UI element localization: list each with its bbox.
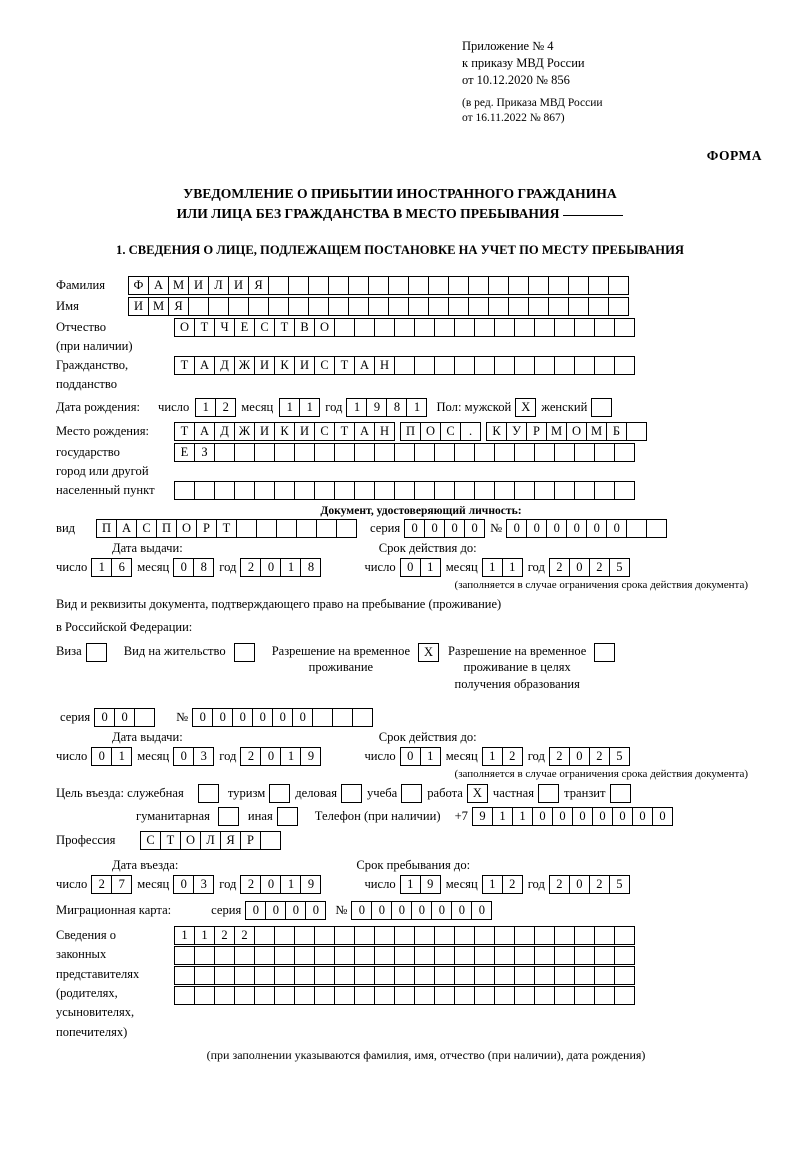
header-line-1: Приложение № 4 [462, 39, 554, 53]
birth-state-label: государство [56, 445, 120, 459]
doc-issue-month-input[interactable]: 0 8 [173, 558, 213, 577]
title-blank-line [563, 215, 623, 216]
permit-issue-year-input[interactable]: 2 0 1 9 [240, 747, 320, 766]
birth-settlement-label: населенный пункт [56, 483, 155, 497]
stay-day-input[interactable]: 1 9 [400, 875, 440, 894]
permit-issue-date-label: Дата выдачи: [112, 729, 183, 744]
purpose-study-label: учеба [367, 785, 398, 800]
page-title [0, 184, 800, 225]
residence-permit-label: Вид на жительство [123, 644, 226, 658]
birth-city-input-line2[interactable]: Е З [174, 443, 634, 462]
birth-year-label: год [325, 400, 343, 414]
row-permit-dates [56, 747, 756, 766]
legal-reps-label-1: Сведения о [56, 927, 116, 942]
legal-reps-input-row-2[interactable] [174, 946, 634, 965]
permit-valid-day-input[interactable]: 0 1 [400, 747, 440, 766]
section-1-heading: 1. СВЕДЕНИЯ О ЛИЦЕ, ПОДЛЕЖАЩЕМ ПОСТАНОВКЕ НА УЧЕТ ПО МЕСТУ ПРЕБЫВАНИЯ [116, 243, 684, 257]
edu-residence-checkbox[interactable] [594, 643, 614, 662]
row-entry-dates-labels [56, 858, 756, 873]
birth-year-input[interactable]: 1 9 8 1 [346, 398, 426, 417]
phone-input[interactable]: 9 1 1 0 0 0 0 0 0 0 [472, 807, 672, 826]
permit-valid-month-label: месяц [445, 748, 478, 763]
doc-series-label: серия [370, 521, 401, 535]
stay-until-label: Срок пребывания до: [356, 857, 471, 872]
row-profession [56, 831, 756, 850]
doc-valid-month-label: месяц [445, 560, 478, 574]
purpose-label: Цель въезда: служебная [56, 785, 184, 800]
birth-settlement-input[interactable] [174, 481, 634, 500]
patronymic-input[interactable]: О Т Ч Е С Т В О [174, 318, 634, 337]
permit-valid-day-label: число [364, 748, 396, 763]
surname-label: Фамилия [56, 278, 106, 292]
header-line-2: к приказу МВД России [462, 55, 585, 70]
row-doc-dates [56, 558, 756, 577]
right-doc-line-1: Вид и реквизиты документа, подтверждающего право на пребывание (проживание) [56, 597, 502, 611]
temp-residence-label-2: проживание [308, 660, 374, 675]
permit-valid-year-input[interactable]: 2 0 2 5 [549, 747, 629, 766]
legal-reps-label-3: представителях [56, 966, 140, 981]
doc-valid-year-label: год [527, 560, 545, 574]
doc-valid-year-input[interactable]: 2 0 2 5 [549, 558, 629, 577]
purpose-transit-checkbox[interactable] [610, 784, 630, 803]
birth-place-label: Место рождения: [56, 424, 150, 438]
legal-reps-input-row-3[interactable] [174, 966, 634, 985]
doc-issue-date-label: Дата выдачи: [112, 541, 183, 555]
legal-reps-input-row-1[interactable]: 1 1 2 2 [174, 926, 634, 945]
phone-label: Телефон (при наличии) [314, 808, 441, 823]
doc-series-input[interactable]: 0 0 0 0 [404, 519, 484, 538]
doc-issue-month-label: месяц [137, 560, 170, 574]
forma-label: ФОРМА [706, 148, 762, 163]
surname-input[interactable]: Ф А М И Л И Я [128, 276, 628, 295]
purpose-work-label: работа [427, 785, 463, 800]
temp-residence-label-1: Разрешение на временное [271, 644, 411, 658]
edu-residence-label-2: проживание в целях [463, 660, 571, 675]
row-purpose [56, 784, 756, 803]
purpose-private-label: частная [492, 785, 535, 800]
row-birth-place [56, 422, 756, 441]
legal-reps-labels [56, 926, 174, 1042]
permit-valid-month-input[interactable]: 1 2 [482, 747, 522, 766]
title-line-2: ИЛИ ЛИЦА БЕЗ ГРАЖДАНСТВА В МЕСТО ПРЕБЫВАНИЯ [176, 206, 560, 222]
doc-kind-input[interactable]: П А С П О Р Т [96, 519, 356, 538]
row-name [56, 297, 756, 316]
stay-month-label: месяц [445, 876, 478, 891]
header-line-3: от 10.12.2020 № 856 [462, 72, 570, 87]
birth-state-input[interactable]: Т А Д Ж И К И С Т А Н [174, 422, 394, 441]
doc-valid-day-label: число [364, 560, 396, 574]
legal-reps-bottom-note: (при заполнении указываются фамилия, имя, отчество (при наличии), дата рождения) [206, 1048, 646, 1062]
row-patronymic [56, 318, 756, 337]
permit-number-input[interactable]: 0 0 0 0 0 0 [192, 708, 372, 727]
header-line-4: (в ред. Приказа МВД России [462, 96, 603, 109]
permit-series-input[interactable]: 0 0 [94, 708, 154, 727]
row-citizenship [56, 356, 756, 375]
sex-male-label: Пол: мужской [436, 400, 512, 414]
purpose-tourism-checkbox[interactable] [269, 784, 289, 803]
purpose-business-checkbox[interactable] [341, 784, 361, 803]
citizenship-label-2: подданство [56, 377, 118, 391]
mig-series-input[interactable]: 0 0 0 0 [245, 901, 325, 920]
doc-issue-year-input[interactable]: 2 0 1 8 [240, 558, 320, 577]
permit-number-label: № [176, 709, 189, 724]
row-patronymic-note [56, 339, 756, 354]
right-doc-line-2: в Российской Федерации: [56, 620, 193, 634]
sex-female-label: женский [541, 400, 588, 414]
residence-permit-checkbox[interactable] [234, 643, 254, 662]
doc-kind-label: вид [56, 521, 76, 535]
purpose-tourism-label: туризм [227, 785, 266, 800]
permit-issue-year-label: год [219, 748, 237, 763]
edu-residence-label-3: получения образования [454, 676, 580, 691]
row-birth-state-label [56, 443, 756, 462]
purpose-other-checkbox[interactable] [277, 807, 297, 826]
profession-input[interactable]: С Т О Л Я Р [140, 831, 280, 850]
permit-issue-day-label: число [56, 748, 88, 763]
permit-series-label: серия [60, 709, 91, 724]
citizenship-label: Гражданство, [56, 358, 129, 372]
row-purpose-2 [56, 807, 756, 826]
edu-residence-label-1: Разрешение на временное [448, 644, 587, 658]
stay-year-input[interactable]: 2 0 2 5 [549, 875, 629, 894]
entry-date-label: Дата въезда: [112, 857, 179, 872]
sex-male-checkbox[interactable]: Х [515, 398, 535, 417]
row-birth-city-label [56, 464, 756, 479]
legal-reps-block [56, 926, 756, 1042]
legal-reps-label-2: законных [56, 947, 107, 962]
patronymic-note: (при наличии) [56, 339, 133, 353]
row-birth-date [56, 398, 756, 417]
row-permit-dates-labels [56, 730, 756, 745]
birth-day-label: число [158, 400, 190, 414]
mig-number-input[interactable]: 0 0 0 0 0 0 0 [351, 901, 491, 920]
entry-month-label: месяц [137, 876, 170, 891]
visa-label: Виза [56, 644, 82, 658]
doc-issue-year-label: год [219, 560, 237, 574]
permit-valid-until-label: Срок действия до: [378, 729, 477, 744]
birth-date-label: Дата рождения: [56, 400, 140, 414]
form-body [56, 276, 756, 1063]
stay-month-input[interactable]: 1 2 [482, 875, 522, 894]
row-citizenship-2 [56, 377, 756, 392]
birth-city-input-line1[interactable]: К У Р М О М Б [486, 422, 646, 441]
legal-reps-label-6: попечителях) [56, 1024, 128, 1039]
header-line-5: от 16.11.2022 № 867) [462, 112, 565, 125]
doc-issue-day-input[interactable]: 1 6 [91, 558, 131, 577]
legal-reps-label-5: усыновителях, [56, 1005, 135, 1020]
doc-valid-day-input[interactable]: 0 1 [400, 558, 440, 577]
legal-reps-inputs [174, 926, 634, 1042]
purpose-study-checkbox[interactable] [401, 784, 421, 803]
title-line-1: УВЕДОМЛЕНИЕ О ПРИБЫТИИ ИНОСТРАННОГО ГРАЖДАНИНА [183, 186, 617, 201]
visa-checkbox[interactable] [86, 643, 106, 662]
entry-day-label: число [56, 876, 88, 891]
permit-issue-day-input[interactable]: 0 1 [91, 747, 131, 766]
row-migration-card [56, 901, 756, 920]
citizenship-input[interactable]: Т А Д Ж И К И С Т А Н [174, 356, 634, 375]
temp-residence-group [272, 643, 410, 676]
entry-year-input[interactable]: 2 0 1 9 [240, 875, 320, 894]
doc-number-input[interactable]: 0 0 0 0 0 0 [506, 519, 666, 538]
permit-limit-note: (заполняется в случае ограничения срока действия документа) [454, 767, 748, 780]
legal-reps-label-4: (родителях, [56, 985, 118, 1000]
purpose-humanitarian-checkbox[interactable] [218, 807, 238, 826]
doc-issue-day-label: число [56, 560, 88, 574]
doc-valid-month-input[interactable]: 1 1 [482, 558, 522, 577]
birth-month-label: месяц [241, 400, 274, 414]
entry-day-input[interactable]: 2 7 [91, 875, 131, 894]
row-doc-kind [56, 519, 756, 538]
purpose-business-label: деловая [295, 785, 337, 800]
purpose-private-checkbox[interactable] [538, 784, 558, 803]
birth-month-input[interactable]: 1 1 [279, 398, 319, 417]
purpose-transit-label: транзит [564, 785, 606, 800]
phone-prefix: +7 [454, 808, 468, 823]
purpose-other-label: иная [247, 808, 273, 823]
permit-issue-month-input[interactable]: 0 3 [173, 747, 213, 766]
purpose-official-checkbox[interactable] [198, 784, 218, 803]
purpose-humanitarian-label: гуманитарная [136, 808, 210, 823]
row-surname [56, 276, 756, 295]
entry-month-input[interactable]: 0 3 [173, 875, 213, 894]
migration-card-label: Миграционная карта: [56, 902, 172, 917]
birth-city-label: город или другой [56, 464, 149, 478]
birth-day-input[interactable]: 1 2 [195, 398, 235, 417]
patronymic-label: Отчество [56, 320, 107, 334]
row-entry-dates [56, 875, 756, 894]
sex-female-checkbox[interactable] [591, 398, 611, 417]
birth-state-extra-input[interactable]: П О С . [400, 422, 480, 441]
name-label: Имя [56, 299, 79, 313]
id-doc-heading: Документ, удостоверяющий личность: [320, 504, 522, 517]
stay-year-label: год [527, 876, 545, 891]
doc-number-label: № [490, 521, 503, 535]
mig-number-label: № [335, 902, 348, 917]
temp-residence-checkbox[interactable]: Х [418, 643, 438, 662]
permit-issue-month-label: месяц [137, 748, 170, 763]
mig-series-label: серия [211, 902, 242, 917]
permit-valid-year-label: год [527, 748, 545, 763]
purpose-work-checkbox[interactable]: Х [467, 784, 487, 803]
doc-limit-note: (заполняется в случае ограничения срока действия документа) [454, 579, 748, 591]
doc-valid-until-label: Срок действия до: [378, 541, 477, 555]
row-permit-series [56, 708, 756, 727]
document-header [462, 38, 762, 127]
legal-reps-input-row-4[interactable] [174, 986, 634, 1005]
name-input[interactable]: И М Я [128, 297, 628, 316]
row-permit-type [56, 643, 756, 692]
row-doc-dates-labels [56, 541, 756, 556]
edu-residence-group [448, 643, 586, 692]
stay-day-label: число [364, 876, 396, 891]
entry-year-label: год [219, 876, 237, 891]
profession-label: Профессия [56, 832, 116, 847]
row-birth-settlement [56, 481, 756, 500]
